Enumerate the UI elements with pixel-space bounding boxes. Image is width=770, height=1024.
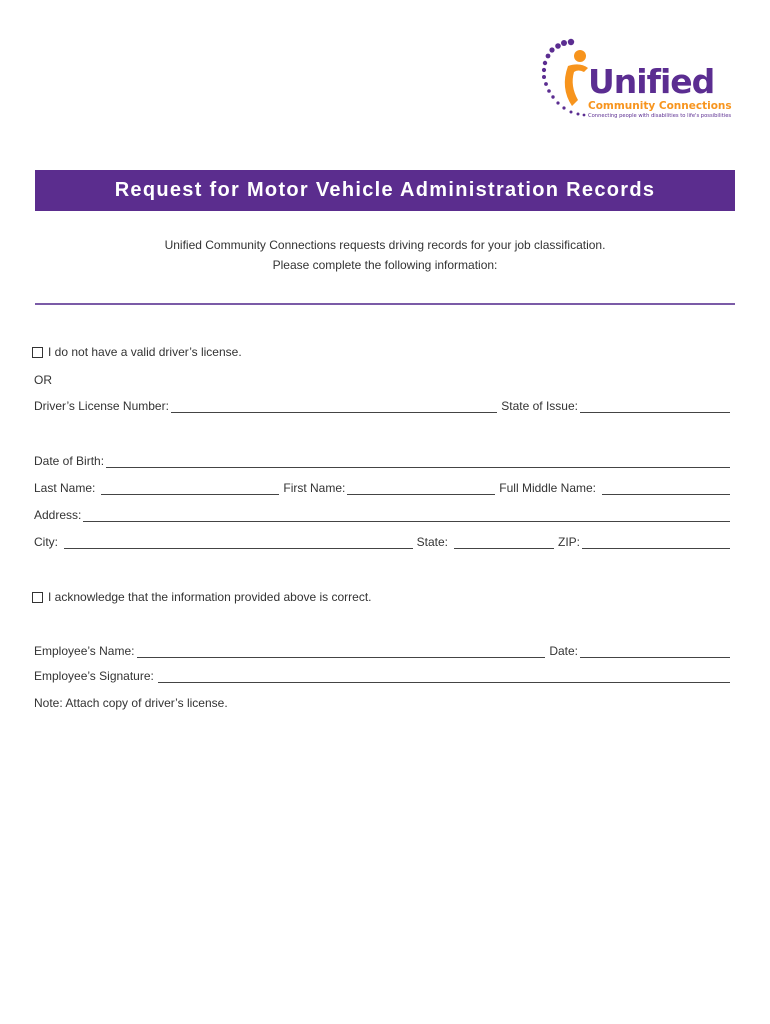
title-banner [35, 170, 735, 211]
no-license-label: I do not have a valid driver’s license. [48, 345, 242, 359]
or-label: OR [34, 373, 52, 387]
middle-name-field[interactable] [602, 484, 730, 495]
divider [35, 303, 735, 305]
unified-logo [538, 36, 738, 126]
dob-label: Date of Birth: [34, 454, 105, 468]
state-label: State: [416, 535, 448, 549]
signature-row [34, 669, 730, 683]
first-name-label: First Name: [283, 481, 346, 495]
city-row [34, 535, 730, 549]
signature-label: Employee’s Signature: [34, 669, 154, 683]
employee-name-row [34, 644, 730, 658]
intro-line-2: Please complete the following information: [272, 258, 498, 272]
logo-brand-line2: Community Connections [588, 100, 732, 112]
note: Note: Attach copy of driver’s license. [34, 696, 228, 710]
first-name-field[interactable] [347, 484, 495, 495]
state-of-issue-field[interactable] [580, 402, 730, 413]
address-field[interactable] [83, 511, 730, 522]
city-label: City: [34, 535, 58, 549]
no-license-row [32, 345, 242, 359]
zip-field[interactable] [582, 538, 730, 549]
address-row [34, 508, 730, 522]
state-of-issue-label: State of Issue: [501, 399, 578, 413]
employee-name-label: Employee’s Name: [34, 644, 135, 658]
signature-field[interactable] [158, 672, 730, 683]
acknowledge-row [32, 590, 372, 604]
acknowledge-checkbox[interactable] [32, 592, 43, 603]
intro-line-1: Unified Community Connections requests driving records for your job classification. [164, 238, 606, 252]
employee-name-field[interactable] [137, 647, 546, 658]
middle-name-label: Full Middle Name: [499, 481, 596, 495]
page-title: Request for Motor Vehicle Administration Records [114, 179, 656, 201]
zip-label: ZIP: [557, 535, 580, 549]
last-name-label: Last Name: [34, 481, 96, 495]
logo-tagline: Connecting people with disabilities to life's possibilities [588, 113, 732, 119]
no-license-checkbox[interactable] [32, 347, 43, 358]
license-number-field[interactable] [171, 402, 497, 413]
last-name-field[interactable] [101, 484, 279, 495]
license-number-label: Driver’s License Number: [34, 399, 169, 413]
date-field[interactable] [580, 647, 730, 658]
acknowledge-label: I acknowledge that the information provided above is correct. [48, 590, 372, 604]
logo-brand: Unified [588, 62, 715, 101]
state-field[interactable] [454, 538, 554, 549]
address-label: Address: [34, 508, 82, 522]
dob-field[interactable] [106, 457, 730, 468]
date-label: Date: [549, 644, 578, 658]
dob-row [34, 454, 730, 468]
name-row [34, 481, 730, 495]
license-row [34, 399, 730, 413]
city-field[interactable] [64, 538, 413, 549]
